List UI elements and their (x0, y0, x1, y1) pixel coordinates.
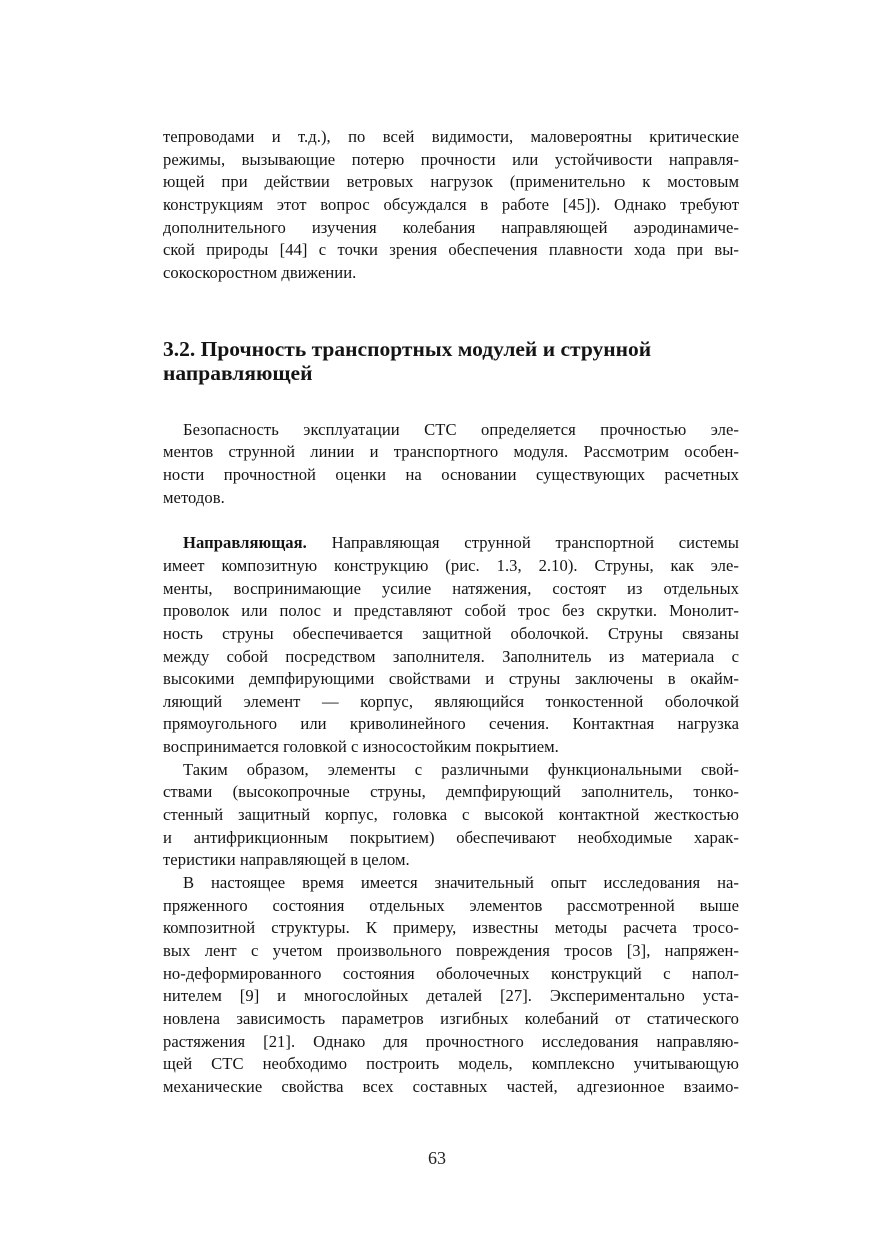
paragraph-elements (163, 759, 739, 872)
spacer (163, 509, 739, 532)
text-line: нителем [9] и многослойных деталей [27]. Экспериментально уста- (163, 986, 739, 1006)
text-line: конструкциям этот вопрос обсуждался в работе [45]). Однако требуют (163, 194, 739, 214)
spacer (163, 385, 739, 419)
text-line: В настоящее время имеется значительный опыт исследования на- (183, 873, 739, 893)
text-line: теристики направляющей в целом. (163, 850, 410, 870)
run-in-heading: Направляющая. (183, 533, 307, 553)
paragraph-research (163, 872, 739, 1099)
text-line: тепроводами и т.д.), по всей видимости, маловероятны критические (163, 127, 739, 146)
text-line: менты, воспринимающие усилие натяжения, состоят из отдельных (163, 578, 739, 598)
text-line: ментов струнной линии и транспортного модуля. Рассмотрим особен- (163, 442, 739, 462)
text-line: ствами (высокопрочные струны, демпфирующий заполнитель, тонко- (163, 782, 739, 802)
text-line: ность струны обеспечивается защитной оболочкой. Струны связаны (163, 623, 739, 643)
text-fragment: Направляющая струнной транспортной системы (306, 533, 739, 553)
paragraph-intro-continuation (163, 126, 739, 285)
text-line: высокими демпфирующими свойствами и струны заключены в окайм- (163, 669, 739, 689)
paragraph-guide (163, 532, 739, 759)
text-line: дополнительного изучения колебания направляющей аэродинамиче- (163, 217, 739, 237)
text-line: механические свойства всех составных частей, адгезионное взаимо- (163, 1076, 739, 1096)
text-line: ющей при действии ветровых нагрузок (применительно к мостовым (163, 172, 739, 192)
text-line: новлена зависимость параметров изгибных колебаний от статического (163, 1009, 739, 1028)
text-line: прямоугольного или криволинейного сечения. Контактная нагрузка (163, 714, 739, 734)
spacer (163, 285, 739, 337)
page-number: 63 (428, 1148, 446, 1168)
text-line: но-деформированного состояния оболочечных конструкций с напол- (163, 963, 739, 983)
heading-line: направляющей (163, 360, 313, 385)
text-line: ности прочностной оценки на основании существующих расчетных (163, 464, 739, 484)
text-line: вых лент с учетом произвольного повреждения тросов [3], напряжен- (163, 941, 739, 961)
text-line: стенный защитный корпус, головка с высокой контактной жесткостью (163, 805, 739, 825)
text-line: методов. (163, 487, 225, 507)
text-line: имеет композитную конструкцию (рис. 1.3, 2.10). Струны, как эле- (163, 555, 739, 575)
text-line: Таким образом, элементы с различными функциональными свой- (183, 759, 739, 779)
text-line: режимы, вызывающие потерю прочности или устойчивости направля- (163, 149, 739, 169)
text-line: пряженного состояния отдельных элементов рассмотренной выше (163, 895, 739, 915)
text-line: воспринимается головкой с износостойким покрытием. (163, 737, 559, 757)
paragraph-safety (163, 419, 739, 510)
text-line: сокоскоростном движении. (163, 262, 357, 282)
text-line: композитной структуры. К примеру, известны методы расчета тросо- (163, 918, 739, 938)
text-line: щей СТС необходимо построить модель, комплексно учитывающую (163, 1054, 739, 1074)
text-line: Безопасность эксплуатации СТС определяется прочностью эле- (183, 419, 739, 439)
text-line: ской природы [44] с точки зрения обеспечения плавности хода при вы- (163, 240, 739, 260)
text-line: ляющий элемент — корпус, являющийся тонкостенной оболочкой (163, 691, 739, 711)
heading-line: 3.2. Прочность транспортных модулей и струнной (163, 336, 652, 361)
text-line: проволок или полос и представляют собой трос без скрутки. Монолит- (163, 601, 739, 621)
section-heading (163, 337, 739, 385)
text-line: и антифрикционным покрытием) обеспечивают необходимые харак- (163, 827, 739, 847)
text-line (163, 532, 739, 555)
text-line: растяжения [21]. Однако для прочностного исследования направляю- (163, 1031, 739, 1051)
text-line: между собой посредством заполнителя. Заполнитель из материала с (163, 646, 739, 666)
page-content (163, 126, 739, 1099)
